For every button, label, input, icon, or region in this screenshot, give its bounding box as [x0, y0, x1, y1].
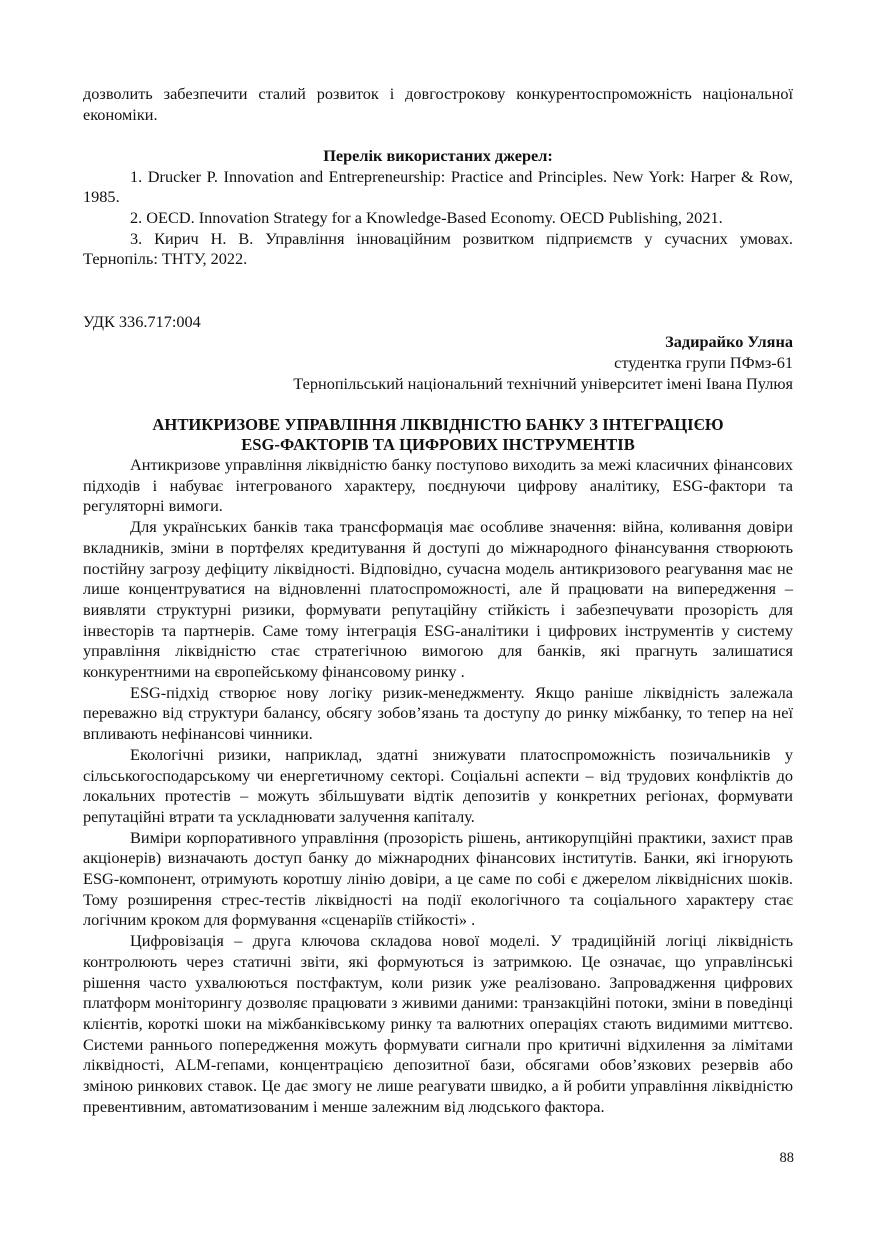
- body-paragraph: Для українських банків така трансформація має особливе значення: війна, коливання довіри вкладників, зміни в портфелях кредитування й доступі до міжнародного фінансування створюють постійну загрозу дефіциту ліквідності. Відповідно, сучасна модель антикризового реагування має не лише концентруватися на відновленні платоспроможності, але й працювати на випередження – виявляти структурні ризики, формувати репутаційну стійкість і забезпечувати прозорість для інвесторів та партнерів. Саме тому інтеграція ESG-аналітики і цифрових інструментів у систему управління ліквідністю стає стратегічною вимогою для банків, які прагнуть залишатися конкурентними на європейському фінансовому ринку .: [83, 517, 793, 682]
- spacer: [83, 270, 793, 291]
- article-title: [83, 415, 793, 455]
- references-heading: Перелік використаних джерел:: [323, 145, 553, 165]
- reference-item: 2. OECD. Innovation Strategy for a Knowledge-Based Economy. OECD Publishing, 2021.: [130, 208, 723, 228]
- udc-code: УДК 336.717:004: [83, 311, 201, 331]
- body-paragraph: Цифровізація – друга ключова складова нової моделі. У традиційній логіці ліквідність контролюють через статичні звіти, які формуються із затримкою. Це означає, що управлінські рішення часто ухвалюються постфактум, коли ризик уже реалізовано. Запровадження цифрових платформ моніторингу дозволяє працювати з живими даними: транзакційні потоки, зміни в поведінці клієнтів, короткі шоки на міжбанківському ринку та валютних операціях стають видимими миттєво. Системи раннього попередження можуть формувати сигнали про критичні відхилення за лімітами ліквідності, ALM-гепами, концентрацією депозитної бази, обсягами обов’язкових резервів або зміною ринкових ставок. Це дає змогу не лише реагувати швидко, а й робити управління ліквідністю превентивним, автоматизованим і менше залежним від людського фактора.: [83, 931, 793, 1116]
- author-position: студентка групи ПФмз-61: [614, 352, 793, 372]
- spacer: [83, 125, 793, 146]
- body-paragraph: Екологічні ризики, наприклад, здатні знижувати платоспроможність позичальників у сільськогосподарському чи енергетичному секторі. Соціальні аспекти – від трудових конфліктів до локальних протестів – можуть збільшувати відтік депозитів у конкретних регіонах, формувати репутаційні втрати та ускладнювати залучення капіталу.: [83, 744, 793, 826]
- article-title-line: ESG-ФАКТОРІВ ТА ЦИФРОВИХ ІНСТРУМЕНТІВ: [241, 435, 635, 454]
- reference-item: 1. Drucker P. Innovation and Entrepreneurship: Practice and Principles. New York: Harper & Row, 1985.: [83, 166, 793, 207]
- body-paragraph: Виміри корпоративного управління (прозорість рішень, антикорупційні практики, захист прав акціонерів) визначають доступ банку до міжнародних фінансових інститутів. Банки, які ігнорують ESG-компонент, отримують коротшу лінію довіри, а це саме по собі є джерелом ліквіднісних шоків. Тому розширення стрес-тестів ліквідності на події екологічного та соціального характеру стає логічним кроком для формування «сценаріїв стійкості» .: [83, 827, 793, 930]
- page-number: 88: [779, 1150, 794, 1166]
- article-title-line: АНТИКРИЗОВЕ УПРАВЛІННЯ ЛІКВІДНІСТЮ БАНКУ З ІНТЕГРАЦІЄЮ: [152, 415, 724, 434]
- reference-item: 3. Кирич Н. В. Управління інноваційним розвитком підприємств у сучасних умовах. Тернопіль: ТНТУ, 2022.: [83, 228, 793, 269]
- body-paragraph: Антикризове управління ліквідністю банку поступово виходить за межі класичних фінансових підходів і набуває інтегрованого характеру, поєднуючи цифрову аналітику, ESG-фактори та регуляторні вимоги.: [83, 455, 793, 516]
- intro-continuation-paragraph: дозволить забезпечити сталий розвиток і довгострокову конкурентоспроможність національної економіки.: [83, 84, 793, 124]
- spacer: [83, 291, 793, 312]
- author-affiliation: Тернопільський національний технічний університет імені Івана Пулюя: [293, 373, 793, 393]
- body-paragraph: ESG-підхід створює нову логіку ризик-менеджменту. Якщо раніше ліквідність залежала переважно від структури балансу, обсягу зобов’язань та доступу до ринку міжбанку, то тепер на неї впливають нефінансові чинники.: [83, 682, 793, 744]
- spacer: [83, 394, 793, 415]
- author-name: Задирайко Уляна: [665, 332, 793, 352]
- document-page: [83, 84, 793, 1118]
